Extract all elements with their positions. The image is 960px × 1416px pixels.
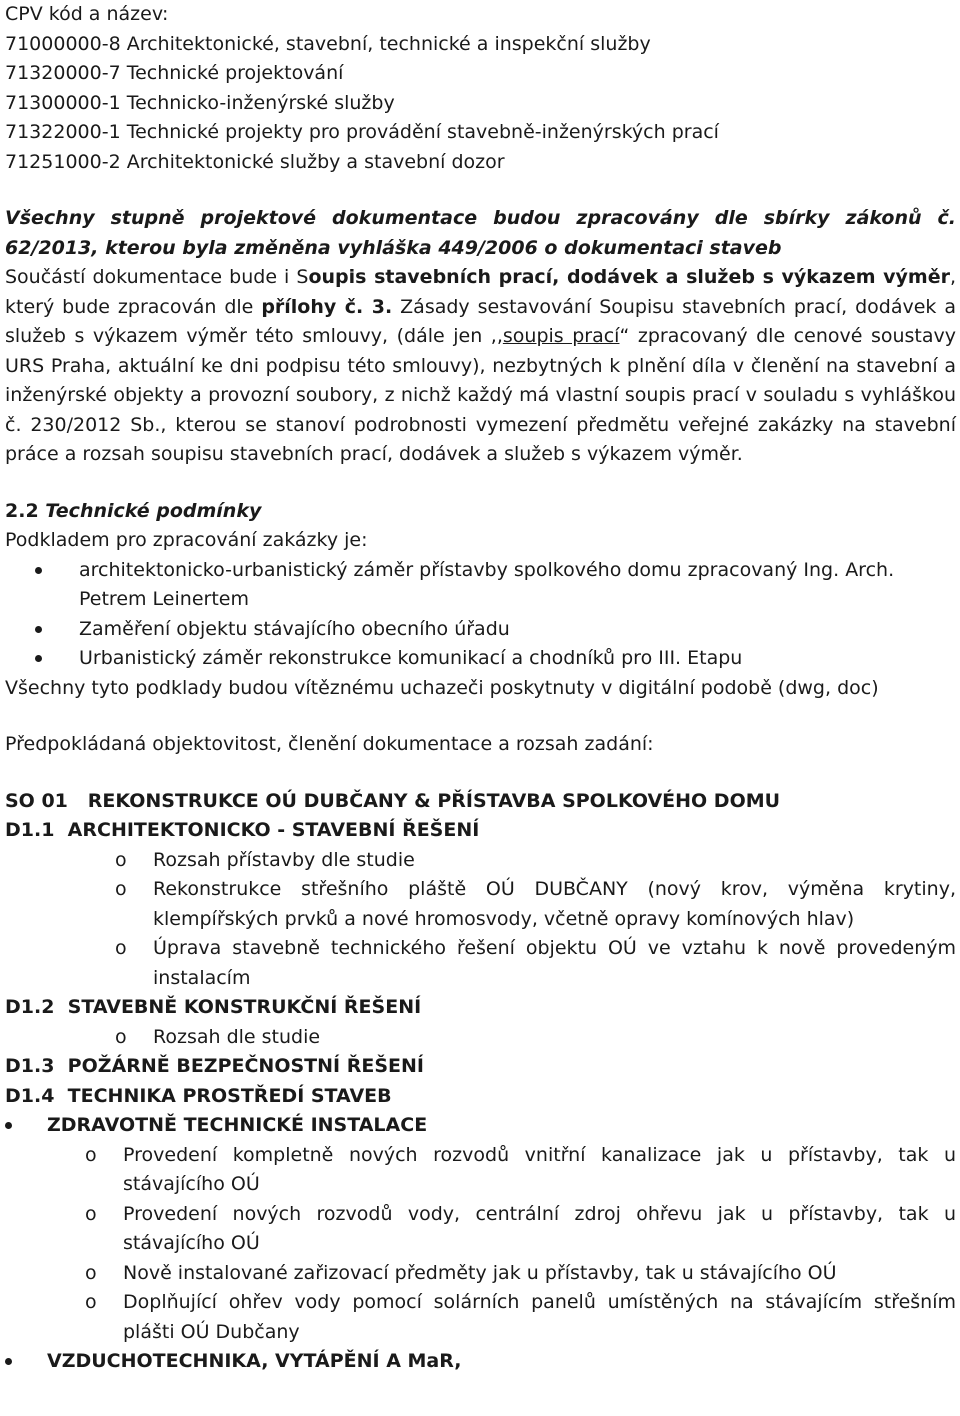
section-heading-2-2 — [5, 497, 956, 527]
circle-bullet-icon: o — [85, 1291, 97, 1313]
circle-bullet-icon: o — [85, 1143, 97, 1166]
p2-text: Součástí dokumentace bude i S — [5, 266, 309, 288]
list-item: o Provedení nových rozvodů vody, centrální zdroj ohřevu jak u přístavby, tak u stávajícího OÚ — [5, 1200, 956, 1259]
document-page — [5, 0, 956, 1377]
list-item: o Rozsah přístavby dle studie — [5, 846, 956, 876]
cpv-item: 71000000-8 Architektonické, stavební, technické a inspekční služby — [5, 32, 651, 55]
zti-list — [5, 1111, 956, 1141]
bullet-icon — [5, 1122, 12, 1129]
p2-text: “ zpracovaný dle cenové soustavy URS Praha, aktuální ke dni podpisu této smlouvy), nezbytných k plnění díla v členění na stavební a inženýrské objekty a provozní soubory, z nichž každý má vlastní soupis prací v souladu s vyhláškou č. 230/2012 Sb., kterou se stanoví podrobnosti vymezení předmětu veřejné zakázky na stavební práce a rozsah soupisu stavebních prací, dodávek a služeb s výkazem výměr. — [5, 325, 956, 465]
tech-after: Všechny tyto podklady budou vítěznému uchazeči poskytnuty v digitální podobě (dwg, doc) — [5, 676, 879, 699]
p2-bold: oupis stavebních prací, dodávek a služeb s výkazem výměr — [308, 266, 950, 288]
list-item: o Nově instalované zařizovací předměty jak u přístavby, tak u stávajícího OÚ — [5, 1259, 956, 1289]
list-item: o Úprava stavebně technického řešení objektu OÚ ve vztahu k nově provedeným instalacím — [5, 934, 956, 993]
d1-1-heading: D1.1 ARCHITEKTONICKO - STAVEBNÍ ŘEŠENÍ — [5, 819, 480, 841]
list-item: o Provedení kompletně nových rozvodů vnitřní kanalizace jak u přístavby, tak u stávajícího OÚ — [5, 1141, 956, 1200]
cpv-item: 71322000-1 Technické projekty pro provádění stavebně-inženýrských prací — [5, 121, 719, 143]
vzt-list — [5, 1347, 956, 1377]
cpv-section — [5, 0, 956, 177]
legal-paragraph-1: Všechny stupně projektové dokumentace budou zpracovány dle sbírky zákonů č. 62/2013, kterou byla změněna vyhláška 449/2006 o dokumentaci staveb — [5, 207, 956, 259]
cpv-heading: CPV kód a název: — [5, 3, 169, 25]
bullet-icon — [35, 655, 42, 662]
section-title: Technické podmínky — [38, 499, 262, 522]
list-item: o Rekonstrukce střešního pláště OÚ DUBČANY (nový krov, výměna krytiny, klempířských prvků a nové hromosvody, včetně opravy komínových hlav) — [5, 875, 956, 934]
d1-3-heading: D1.3 POŽÁRNĚ BEZPEČNOSTNÍ ŘEŠENÍ — [5, 1055, 424, 1077]
circle-bullet-icon: o — [85, 1261, 97, 1284]
so-01-title: SO 01 REKONSTRUKCE OÚ DUBČANY & PŘÍSTAVBA SPOLKOVÉHO DOMU — [5, 789, 781, 812]
bullet-icon — [35, 626, 42, 633]
p2-text: , který bude zpracován dle — [5, 266, 956, 318]
list-item: o Rozsah dle studie — [5, 1023, 956, 1053]
bullet-icon — [35, 567, 42, 574]
list-item: Zaměření objektu stávajícího obecního úřadu — [5, 615, 956, 645]
legal-paragraph-2 — [5, 263, 956, 470]
circle-bullet-icon: o — [115, 937, 127, 959]
list-item: ZDRAVOTNĚ TECHNICKÉ INSTALACE — [5, 1111, 956, 1141]
zti-items — [5, 1141, 956, 1348]
appendix-reference: přílohy č. 3. — [261, 295, 393, 318]
d1-2-list — [5, 1023, 956, 1053]
cpv-item: 71300000-1 Technicko-inženýrské služby — [5, 91, 395, 114]
circle-bullet-icon: o — [115, 848, 127, 871]
bullet-icon — [5, 1358, 12, 1365]
circle-bullet-icon: o — [85, 1202, 97, 1225]
list-item: Urbanistický záměr rekonstrukce komunikací a chodníků pro III. Etapu — [5, 644, 956, 674]
tech-bullet-list — [5, 556, 956, 674]
list-item: architektonicko-urbanistický záměr přístavby spolkového domu zpracovaný Ing. Arch. Petrem Leinertem — [5, 556, 956, 615]
d1-2-heading: D1.2 STAVEBNĚ KONSTRUKČNÍ ŘEŠENÍ — [5, 996, 422, 1018]
scope-heading: Předpokládaná objektovitost, členění dokumentace a rozsah zadání: — [5, 733, 654, 755]
list-item: o Doplňující ohřev vody pomocí solárních panelů umístěných na stávajícím střešním plášti OÚ Dubčany — [5, 1288, 956, 1347]
soupis-praci-term: soupis prací — [502, 325, 620, 347]
list-item: VZDUCHOTECHNIKA, VYTÁPĚNÍ A MaR, — [5, 1347, 956, 1377]
cpv-item: 71320000-7 Technické projektování — [5, 62, 344, 84]
d1-4-heading: D1.4 TECHNIKA PROSTŘEDÍ STAVEB — [5, 1084, 392, 1107]
section-number: 2.2 — [5, 499, 39, 522]
circle-bullet-icon: o — [115, 878, 127, 900]
circle-bullet-icon: o — [115, 1025, 127, 1048]
cpv-item: 71251000-2 Architektonické služby a stavební dozor — [5, 150, 505, 173]
d1-1-list — [5, 846, 956, 994]
p2-text: Zásady sestavování Soupisu stavebních prací, dodávek a služeb s výkazem výměr této smlouvy, (dále jen ,, — [5, 295, 956, 347]
tech-intro: Podkladem pro zpracování zakázky je: — [5, 529, 368, 551]
